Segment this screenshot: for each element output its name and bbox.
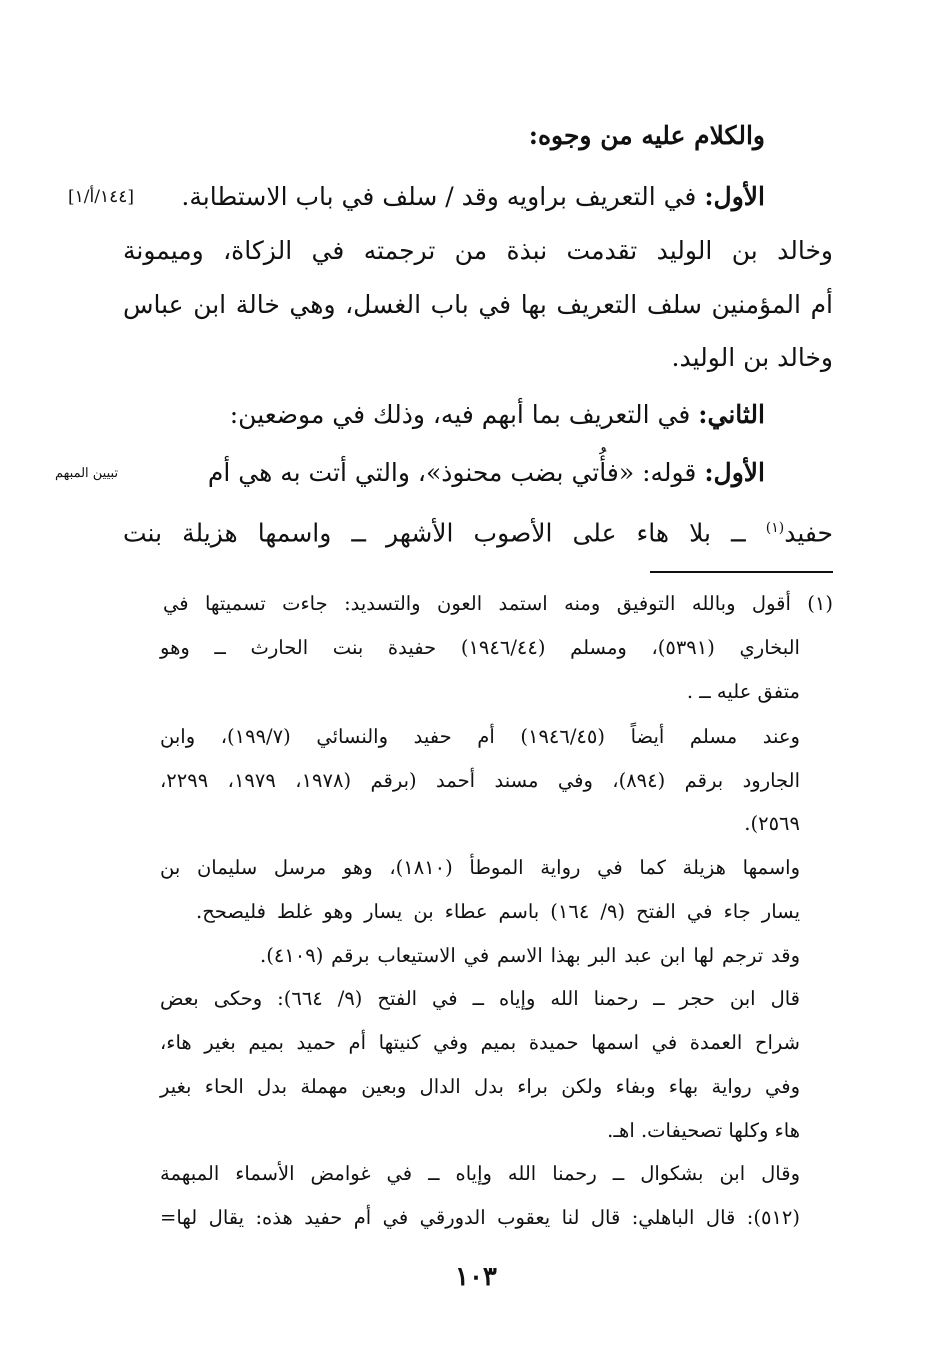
paragraph-1-line-1-text: في التعريف براويه وقد / سلف في باب الاستطابة. [181,182,705,211]
footnote-line-3: متفق عليه ــ . [686,680,800,703]
footnote-line-12: وفي رواية بهاء وبفاء ولكن براء بدل الدال وبعين مهملة بدل الحاء بغير [160,1075,800,1098]
paragraph-1-line-2: وخالد بن الوليد تقدمت نبذة من ترجمته في الزكاة، وميمونة [123,236,833,265]
footnote-line-14: وقال ابن بشكوال ــ رحمنا الله وإياه ــ في غوامض الأسماء المبهمة [160,1162,800,1185]
footnote-line-4: وعند مسلم أيضاً (١٩٤٦/٤٥) أم حفيد والنسائي (١٩٩/٧)، وابن [160,725,800,748]
footnote-marker: (١) [765,520,785,536]
paragraph-3-line-1 [207,455,765,491]
paragraph-3-line-1-text: قوله: «فأُتي بضب محنوذ»، والتي أتت به هي أم [207,458,705,487]
footnote-line-10: قال ابن حجر ــ رحمنا الله وإياه ــ في الفتح (٩/ ٦٦٤): وحكى بعض [160,987,800,1010]
footnote-line-8: يسار جاء في الفتح (٩/ ١٦٤) باسم عطاء بن يسار وهو غلط فليصحح. [196,900,800,923]
footnote-line-9: وقد ترجم لها ابن عبد البر بهذا الاسم في الاستيعاب برقم (٤١٠٩). [260,944,800,967]
footnote-separator [650,571,833,573]
paragraph-1-line-3: أم المؤمنين سلف التعريف بها في باب الغسل، وهي خالة ابن عباس [123,290,833,319]
point-label-first-b: الأول: [704,458,765,487]
footnote-line-6: ٢٥٦٩). [744,812,800,835]
paragraph-1-line-1 [173,179,765,215]
point-label-second: الثاني: [698,400,765,429]
footnote-line-13: هاء وكلها تصحيفات. اهـ. [607,1119,800,1142]
page-number: ١٠٣ [455,1262,497,1292]
footnote-line-7: واسمها هزيلة كما في رواية الموطأ (١٨١٠)، وهو مرسل سليمان بن [160,856,801,879]
section-heading: والكلام عليه من وجوه: [528,121,765,150]
footnote-line-11: شراح العمدة في اسمها حميدة بميم وفي كنيتها أم حميد بميم بغير هاء، [160,1031,800,1054]
paragraph-2 [230,397,765,433]
paragraph-2-text: في التعريف بما أبهم فيه، وذلك في موضعين: [229,400,699,429]
manuscript-reference: [١٤٤/أ/١] [68,187,135,207]
footnote-line-15: (٥١٢): قال الباهلي: قال لنا يعقوب الدورقي في أم حفيد هذه: يقال لها= [160,1206,800,1229]
paragraph-1-line-4: وخالد بن الوليد. [671,343,833,372]
footnote-line-1: (١) أقول وبالله التوفيق ومنه استمد العون والتسديد: جاءت تسميتها في [163,592,833,615]
margin-note: تبيين المبهم [55,466,119,481]
footnote-line-2: البخاري (٥٣٩١)، ومسلم (١٩٤٦/٤٤) حفيدة بنت الحارث ــ وهو [160,636,800,659]
paragraph-3-line-2: حفيد$^{(١)}$ ــ بلا هاء على الأصوب الأشهر ــ واسمها هزيلة بنت [123,518,833,548]
point-label-first: الأول: [704,182,765,211]
footnote-line-5: الجارود برقم (٨٩٤)، وفي مسند أحمد (برقم (١٩٧٨، ١٩٧٩، ٢٢٩٩، [160,769,800,792]
